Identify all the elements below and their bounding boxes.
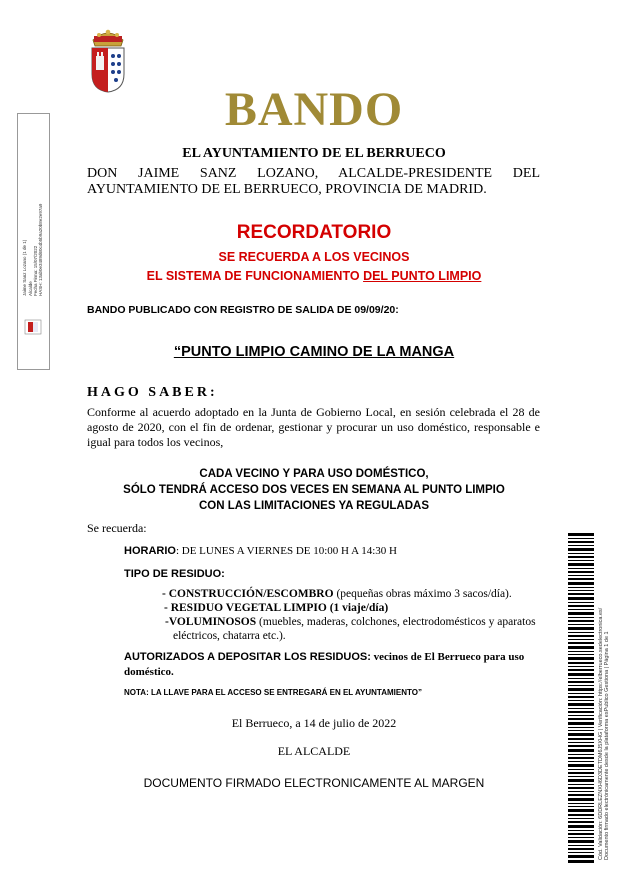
- waste-item-detail: (muebles, maderas, colchones, electrodomésticos y aparatos: [256, 616, 536, 628]
- signature-date: El Berrueco, a 14 de julio de 2022: [231, 716, 397, 730]
- seal-icon: [24, 319, 42, 335]
- subheading-underlined: DEL PUNTO LIMPIO: [363, 269, 482, 283]
- authorized-value: vecinos de El Berrueco para uso doméstico.: [124, 651, 525, 678]
- signer-name: Jaime Sanz Lozano (1 de 1): [22, 239, 27, 296]
- key-note: NOTA: LA LLAVE PARA EL ACCESO SE ENTREGARÁ EN EL AYUNTAMIENTO”: [124, 688, 422, 697]
- subheading-text: EL SISTEMA DE FUNCIONAMIENTO: [146, 269, 364, 283]
- authorized-label: AUTORIZADOS A DEPOSITAR LOS RESIDUOS:: [124, 651, 371, 663]
- signer-title: EL ALCALDE: [277, 744, 351, 758]
- document-title: BANDO: [224, 83, 404, 136]
- mayor-intro: DON JAIME SANZ LOZANO, ALCALDE-PRESIDENTE DEL AYUNTAMIENTO DE EL BERRUECO, PROVINCIA DE MADRID.: [87, 166, 540, 197]
- notice-subheading-2: [0, 269, 628, 283]
- schedule-label: HORARIO: [124, 545, 176, 557]
- subject-line: “PUNTO LIMPIO CAMINO DE LA MANGA: [173, 344, 455, 360]
- rule-statement: [0, 466, 628, 514]
- waste-item-detail: (pequeñas obras máximo 3 sacos/día).: [333, 588, 512, 600]
- waste-item-title: -VOLUMINOSOS: [165, 616, 257, 628]
- schedule-value: : DE LUNES A VIERNES DE 10:00 H A 14:30 H: [175, 545, 397, 557]
- waste-item-bulky-cont: eléctricos, chatarra etc.).: [173, 630, 286, 642]
- signer-role: Alcalde: [28, 281, 33, 296]
- waste-item-bulky: [165, 615, 545, 629]
- rule-line-2: SÓLO TENDRÁ ACCESO DOS VECES EN SEMANA AL PUNTO LIMPIO: [123, 484, 505, 496]
- verification-barcode: [568, 533, 594, 863]
- se-recuerda-label: Se recuerda:: [87, 521, 147, 535]
- signature-margin-box: [17, 113, 50, 370]
- rule-line-3: CON LAS LIMITACIONES YA REGULADAS: [198, 500, 430, 512]
- issuing-body: EL AYUNTAMIENTO DE EL BERRUECO: [182, 146, 446, 161]
- electronic-signature-note: DOCUMENTO FIRMADO ELECTRONICAMENTE AL MARGEN: [143, 776, 485, 790]
- waste-item-title: - CONSTRUCCIÓN/ESCOMBRO: [162, 588, 334, 600]
- schedule-line: [124, 545, 397, 557]
- notice-subheading: SE RECUERDA A LOS VECINOS: [218, 250, 410, 264]
- publication-reference: BANDO PUBLICADO CON REGISTRO DE SALIDA DE 09/09/20:: [87, 304, 399, 316]
- resolution-paragraph: Conforme al acuerdo adoptado en la Junta de Gobierno Local, en sesión celebrada el 28 de agosto de 2020, con el fin de ordenar, gestionar y procurar un uso doméstico, responsable e igual para todos los vecinos,: [87, 405, 540, 449]
- signature-hash: HASH: 13ab0e3489d60c4b5b9a20b8e2e97a9: [38, 203, 43, 296]
- rule-line-1: CADA VECINO Y PARA USO DOMÉSTICO,: [199, 468, 429, 480]
- hago-saber-heading: HAGO SABER:: [87, 385, 218, 400]
- waste-type-label: TIPO DE RESIDUO:: [124, 568, 225, 580]
- authorized-users: [124, 650, 544, 680]
- platform-signature-text: Documento firmado electrónicamente desde la plataforma esPublico Gestiona | Página 1 de 1: [604, 631, 610, 860]
- notice-heading: RECORDATORIO: [236, 222, 392, 243]
- waste-item-green: - RESIDUO VEGETAL LIMPIO (1 viaje/día): [164, 602, 389, 614]
- verification-code-text: Cód. Validación: 6DDRLEZNXH6D3DETDM6J5XHG | Verificación: https://elberrueco.sedelectronica.es/: [598, 607, 604, 860]
- waste-item-construction: [162, 587, 512, 601]
- signature-date-stamp: Fecha Firma: 15/07/2022: [33, 245, 38, 296]
